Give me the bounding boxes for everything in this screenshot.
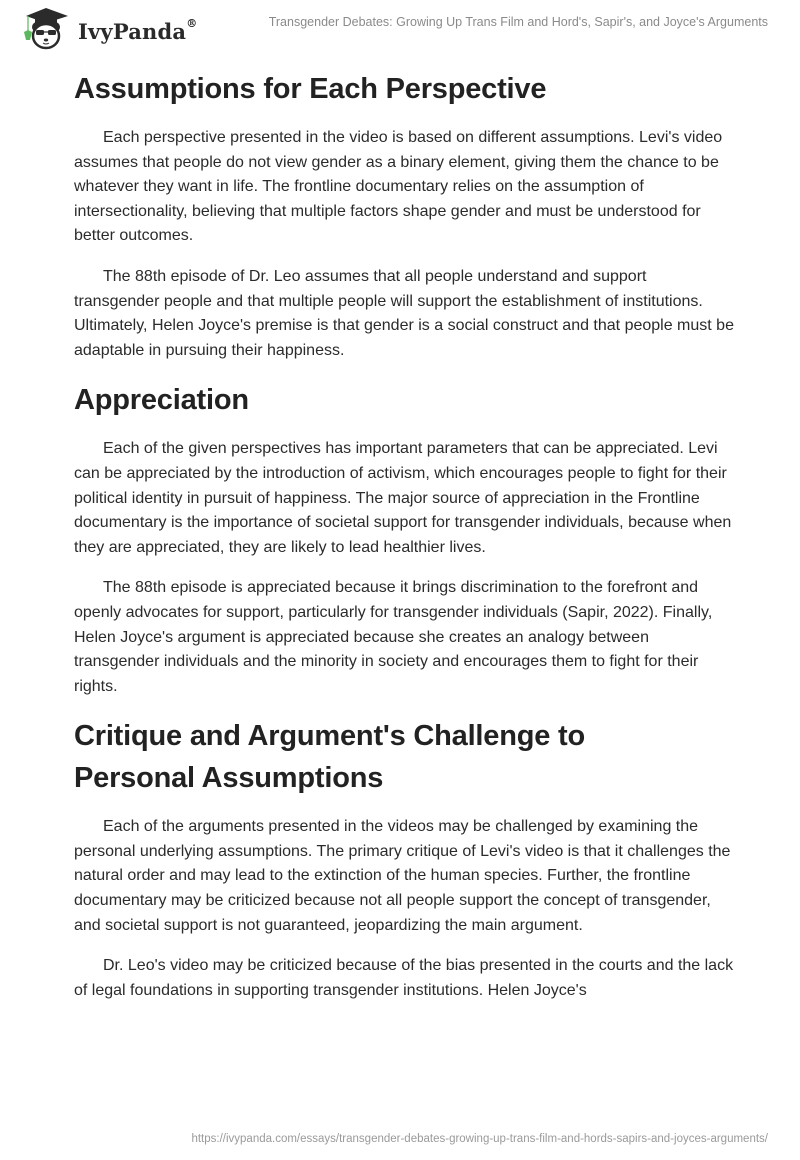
ivypanda-logo[interactable]: [18, 6, 197, 50]
section-heading: Assumptions for Each Perspective: [74, 73, 547, 105]
paragraph: Each of the given perspectives has important parameters that can be appreciated. Levi can be appreciated by the introduction of activism, which encourages people to fight for their political identity in pursuit of happiness. The major source of appreciation in the Frontline documentary is the importance of societal support for transgender individuals, because when they are appreciated, they are likely to lead healthier lives.: [74, 440, 732, 556]
paragraph: The 88th episode of Dr. Leo assumes that all people understand and support transgender people and that multiple people will support the establishment of institutions. Ultimately, Helen Joyce's premise is that gender is a social construct and that people must be adaptable in pursuing their happiness.: [74, 267, 734, 359]
section-critique: [74, 715, 734, 1003]
section-heading: Critique and Argument's Challenge to Personal Assumptions: [74, 720, 585, 795]
paragraph: Dr. Leo's video may be criticized because of the bias presented in the courts and the lack of legal foundations in supporting transgender institutions. Helen Joyce's: [74, 957, 734, 999]
document-title: Transgender Debates: Growing Up Trans Film and Hord's, Sapir's, and Joyce's Arguments: [268, 15, 768, 29]
source-url-link[interactable]: https://ivypanda.com/essays/transgender-debates-growing-up-trans-film-and-hords-sapirs-and-joyces-arguments/: [191, 1133, 768, 1145]
paragraph: The 88th episode is appreciated because it brings discrimination to the forefront and openly advocates for support, particularly for transgender individuals (Sapir, 2022). Finally, Helen Joyce's argument is appreciated because she creates an analogy between transgender individuals and the minority in society and encourages them to fight for their rights.: [74, 579, 713, 695]
page-header: [0, 0, 800, 50]
brand-name: IvyPanda®: [78, 16, 198, 44]
essay-body: [74, 68, 734, 1019]
section-heading: Appreciation: [74, 384, 249, 417]
paragraph: Each perspective presented in the video is based on different assumptions. Levi's video assumes that people do not view gender as a binary element, giving them the chance to be whatever they want in life. The frontline documentary relies on the assumption of intersectionality, believing that multiple factors shape gender and must be understood for better outcomes.: [74, 129, 723, 245]
section-appreciation: [74, 379, 734, 699]
section-assumptions: [74, 68, 734, 363]
paragraph: Each of the arguments presented in the videos may be challenged by examining the personal underlying assumptions. The primary critique of Levi's video is that it challenges the natural order and may lead to the extinction of the human species. Further, the frontline documentary may be criticized because not all people support the concept of transgender, and societal support is not guaranteed, jeopardizing the main argument.: [74, 818, 731, 934]
panda-graduate-icon: [18, 5, 74, 51]
